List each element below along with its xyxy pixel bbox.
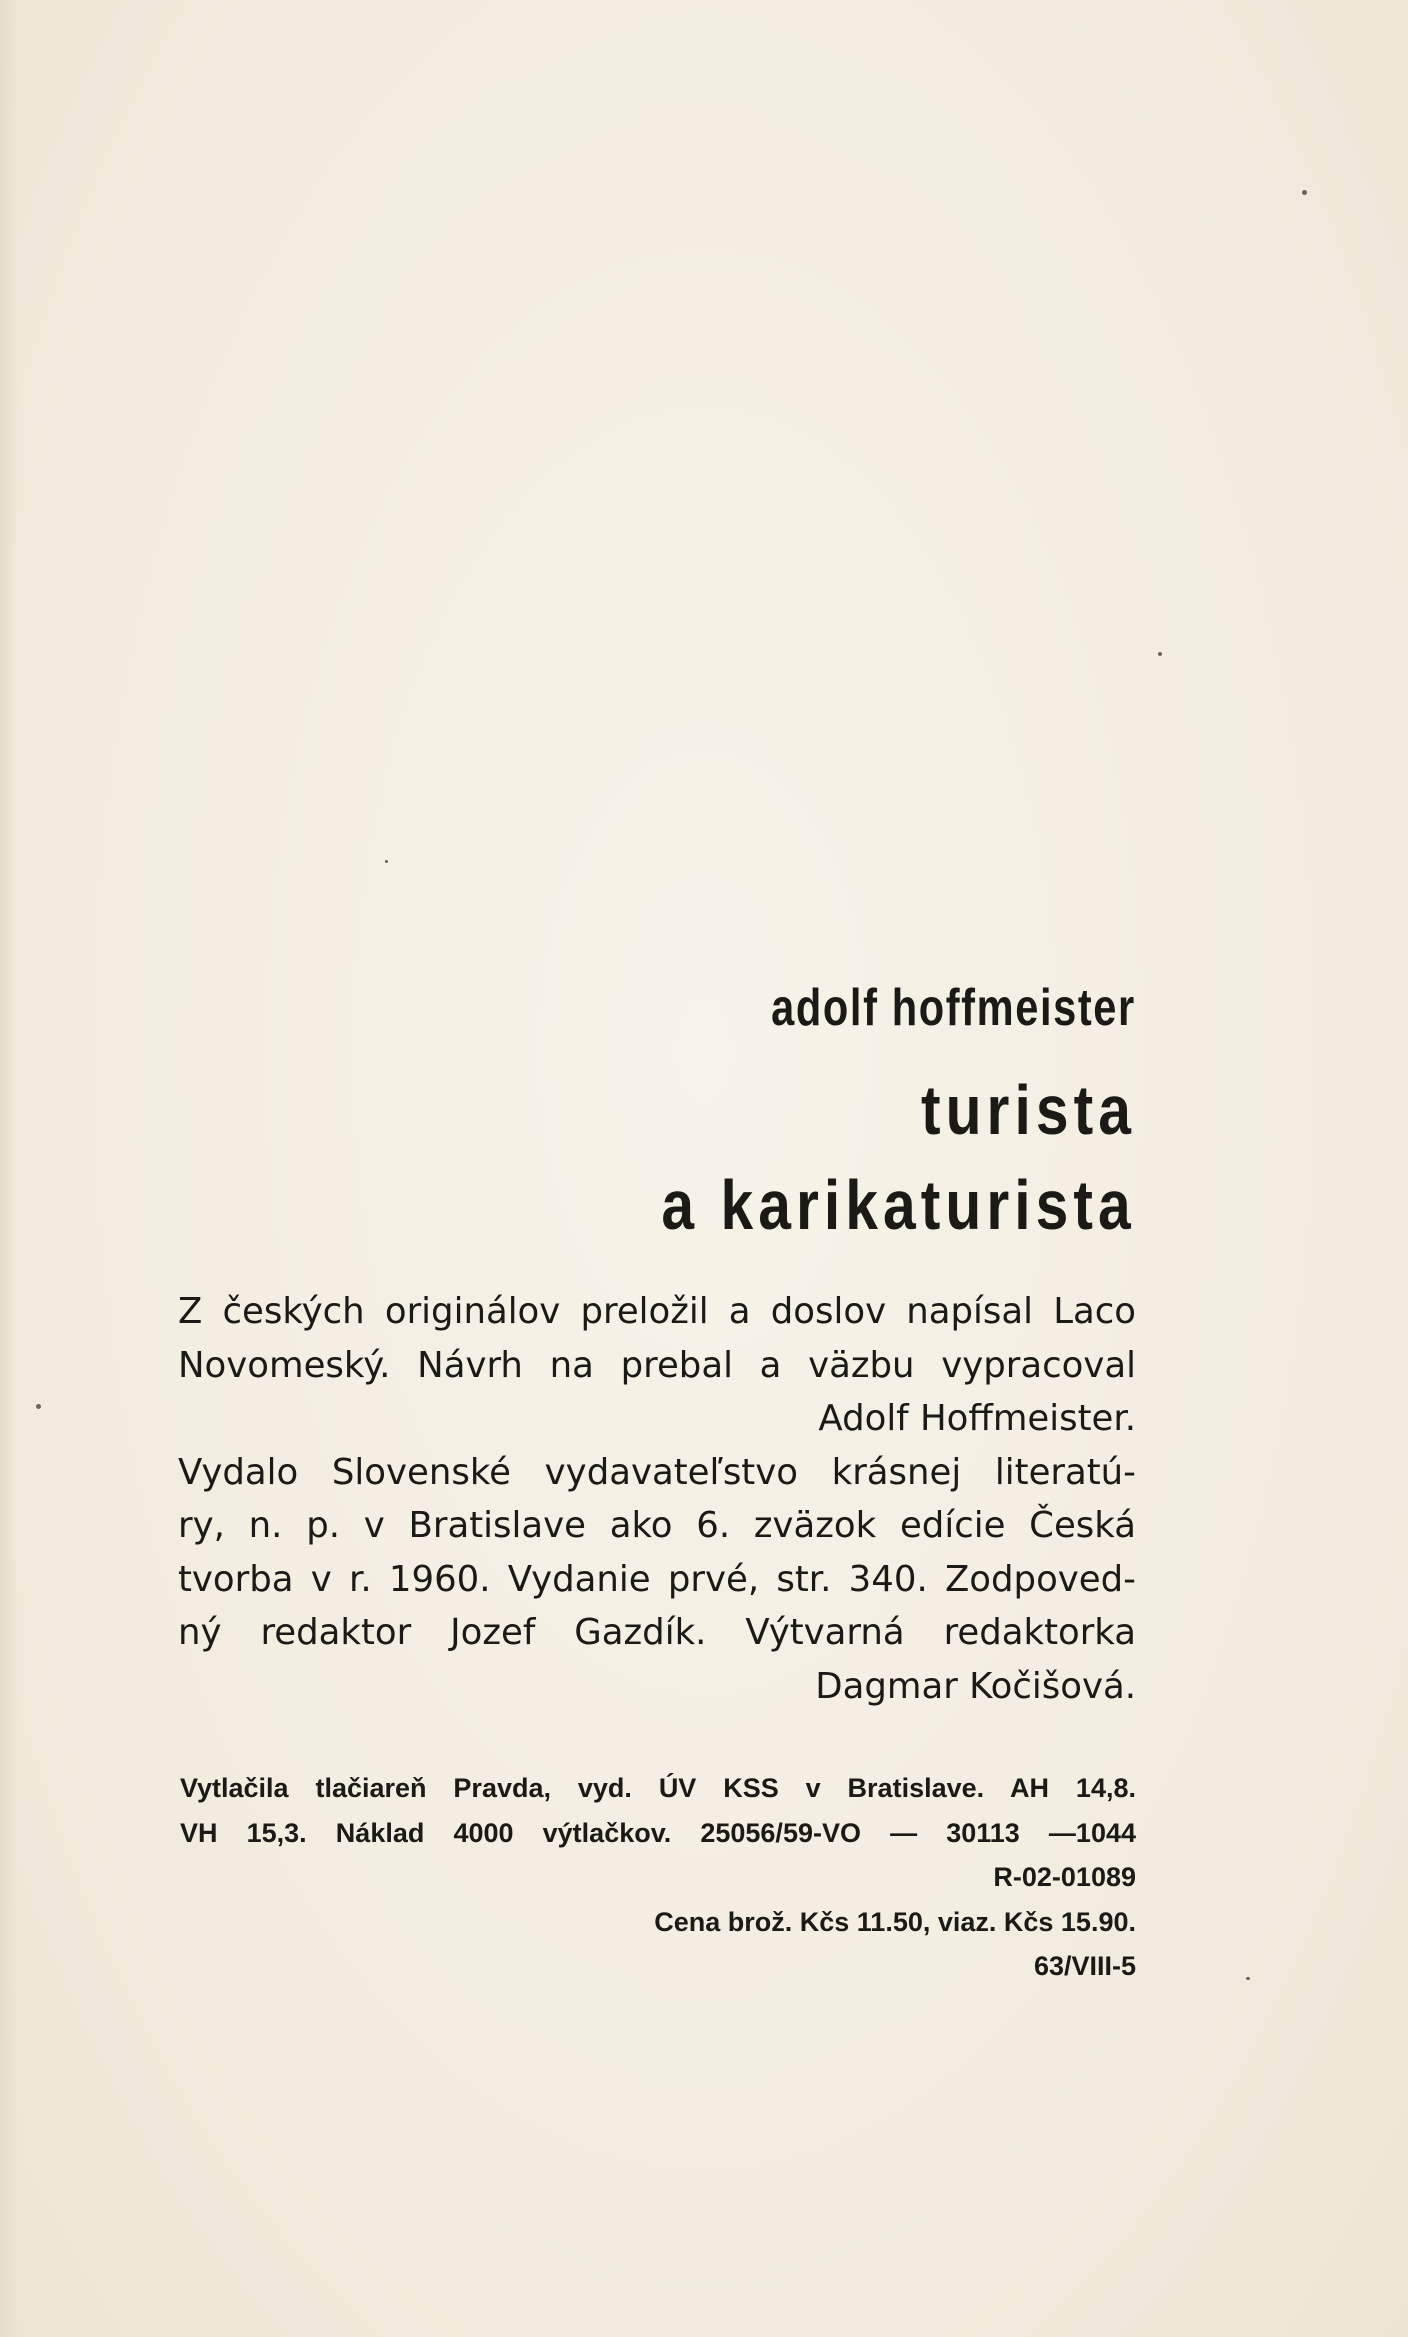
book-title-line-2: a karikaturista <box>661 1166 1136 1244</box>
imprint-line: Vytlačila tlačiareň Pravda, vyd. ÚV KSS v Bratislave. AH 14,8. <box>180 1773 1136 1803</box>
colophon-line: tvorba v r. 1960. Vydanie prvé, str. 340. Zodpoved- <box>178 1558 1136 1600</box>
paper-speck <box>1302 190 1307 195</box>
imprint-line: 63/VIII-5 <box>1033 1951 1136 1981</box>
paper-speck <box>36 1404 41 1409</box>
paper-speck <box>385 860 388 863</box>
author-name: adolf hoffmeister <box>771 979 1136 1037</box>
colophon-line: ry, n. p. v Bratislave ako 6. zväzok edície Česká <box>178 1505 1136 1546</box>
paper-speck <box>1158 652 1162 656</box>
printer-imprint <box>180 1766 1136 1989</box>
book-title-line-1: turista <box>921 1071 1136 1149</box>
imprint-line: R-02-01089 <box>993 1862 1136 1892</box>
colophon-line: Vydalo Slovenské vydavateľstvo krásnej literatú- <box>178 1451 1136 1493</box>
colophon-line: Novomeský. Návrh na prebal a väzbu vypracoval <box>178 1344 1136 1386</box>
colophon-line: Z českých originálov preložil a doslov napísal Laco <box>178 1291 1136 1332</box>
colophon-line: ný redaktor Jozef Gazdík. Výtvarná redaktorka <box>178 1612 1136 1653</box>
colophon-text <box>178 1285 1136 1713</box>
colophon-line: Dagmar Kočišová. <box>815 1665 1136 1707</box>
paper-speck <box>1246 1977 1250 1980</box>
imprint-line: Cena brož. Kčs 11.50, viaz. Kčs 15.90. <box>654 1906 1136 1937</box>
colophon-line: Adolf Hoffmeister. <box>818 1398 1136 1439</box>
imprint-line: VH 15,3. Náklad 4000 výtlačkov. 25056/59-VO — 30113 —1044 <box>180 1817 1136 1848</box>
